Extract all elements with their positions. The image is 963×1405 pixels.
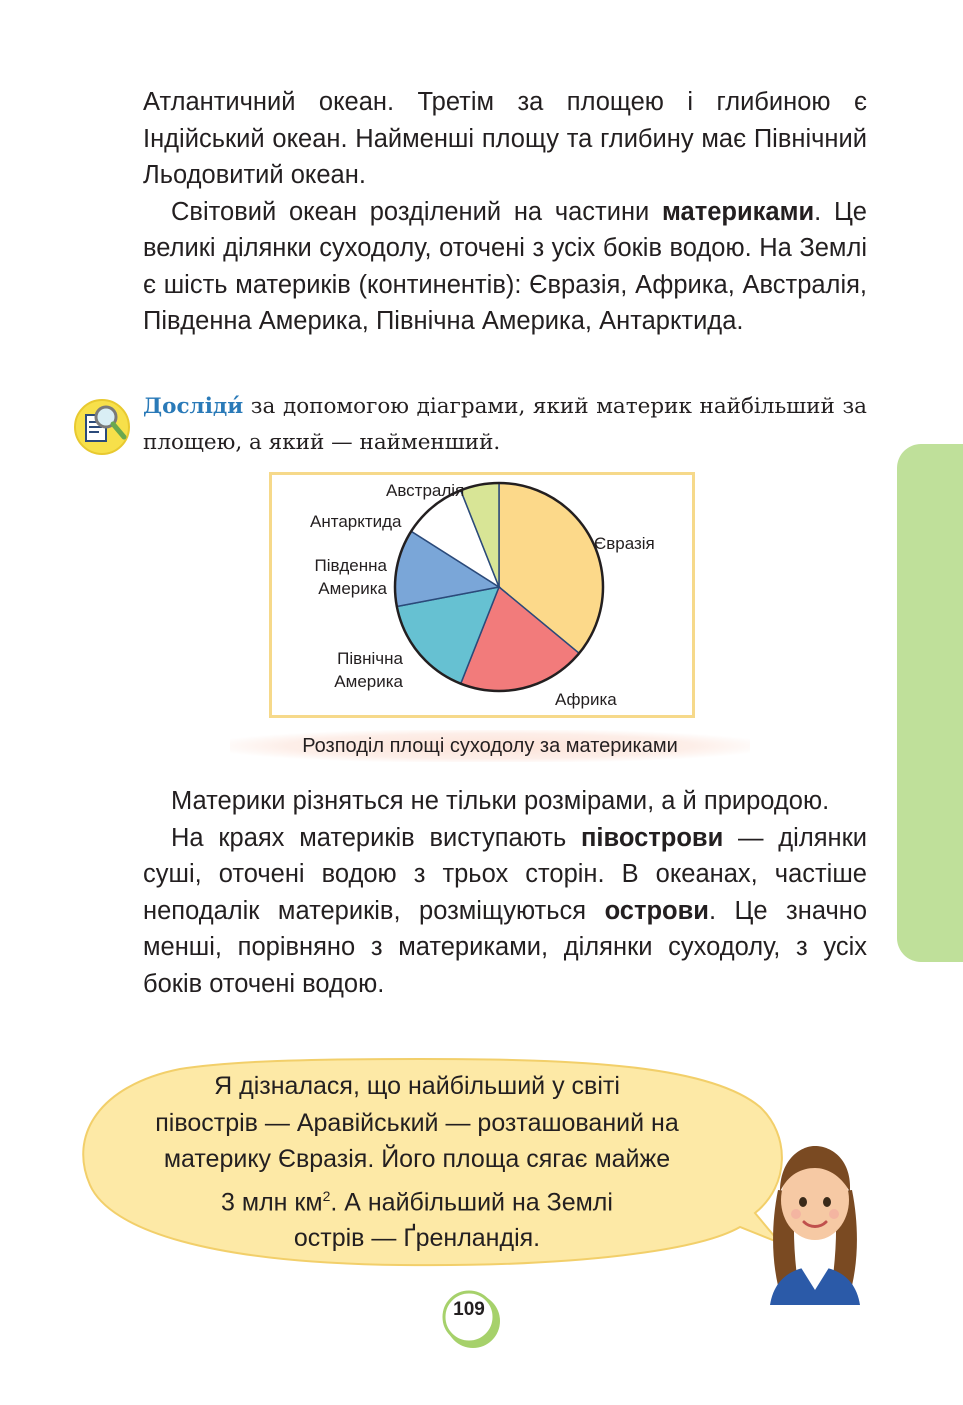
term-peninsulas: півострови xyxy=(581,823,724,852)
paragraph-peninsulas xyxy=(143,820,867,1003)
explore-magnifier-icon xyxy=(72,395,132,455)
label-antarktyda: Антарктида xyxy=(310,512,402,531)
label-afryka: Африка xyxy=(555,690,617,709)
label-pivnichna-amerika: Північна Америка xyxy=(334,649,403,691)
girl-character-illustration xyxy=(760,1130,870,1305)
paragraph-text: На краях материків виступають xyxy=(171,823,582,852)
chapter-side-tab xyxy=(897,444,963,962)
bubble-line: 3 млн $км^2$. А найбільший на Землі xyxy=(221,1187,613,1216)
paragraph-text: . Це значно менші, порівняно з материками, ділянки суходолу, з усіх боків оточені водою. xyxy=(143,896,868,998)
term-islands: острови xyxy=(604,896,709,925)
label-avstraliya: Австралія xyxy=(386,481,465,500)
paragraph-nature xyxy=(143,783,867,820)
paragraph-text: Світовий океан розділений на частини xyxy=(171,197,663,226)
explore-task xyxy=(143,389,867,461)
bubble-line: півострів — Аравійський — розташований на xyxy=(155,1108,679,1137)
bubble-line: острів — Ґренландія. xyxy=(293,1224,541,1253)
text-block-bottom xyxy=(143,783,867,1002)
pie-chart xyxy=(272,475,692,715)
chart-caption: Розподіл площі суходолу за материками xyxy=(230,730,750,762)
paragraph-text: Атлантичний океан. Третім за площею і глибиною є Індійський океан. Найменші площу та глибину має Північний Льодовитий океан. xyxy=(143,88,867,189)
bubble-text xyxy=(100,1068,734,1257)
page-number: 109 xyxy=(453,1299,485,1320)
label-evrazia: Євразія xyxy=(594,534,655,553)
paragraph-continents xyxy=(143,194,867,340)
bubble-line: Я дізналася, що найбільший у світі xyxy=(214,1072,620,1100)
paragraph-oceans xyxy=(143,84,867,194)
paragraph-text: Материки різняться не тільки розмірами, а й природою. xyxy=(171,787,830,815)
pie-chart-frame xyxy=(269,472,695,718)
paragraph-text: — ділянки суші, оточені водою з трьох сторін. В океанах, частіше неподалік материків, розміщуються xyxy=(143,823,867,925)
term-continents: материками xyxy=(662,197,815,226)
label-pivdenna-amerika: Південна Америка xyxy=(314,556,387,598)
paragraph-text: . Це великі ділянки суходолу, оточені з усіх боків водою. На Землі є шість материків (континентів): Євразія, Африка, Австралія, Південна Америка, Північна Америка, Антарктида. xyxy=(143,197,867,335)
bubble-line: материку Євразія. Його площа сягає майже xyxy=(163,1145,671,1173)
text-block-top xyxy=(143,84,867,340)
explore-keyword: Досліди́ xyxy=(143,394,244,419)
explore-text: за допомогою діаграми, який материк найбільший за площею, а який — найменший. xyxy=(143,394,867,455)
